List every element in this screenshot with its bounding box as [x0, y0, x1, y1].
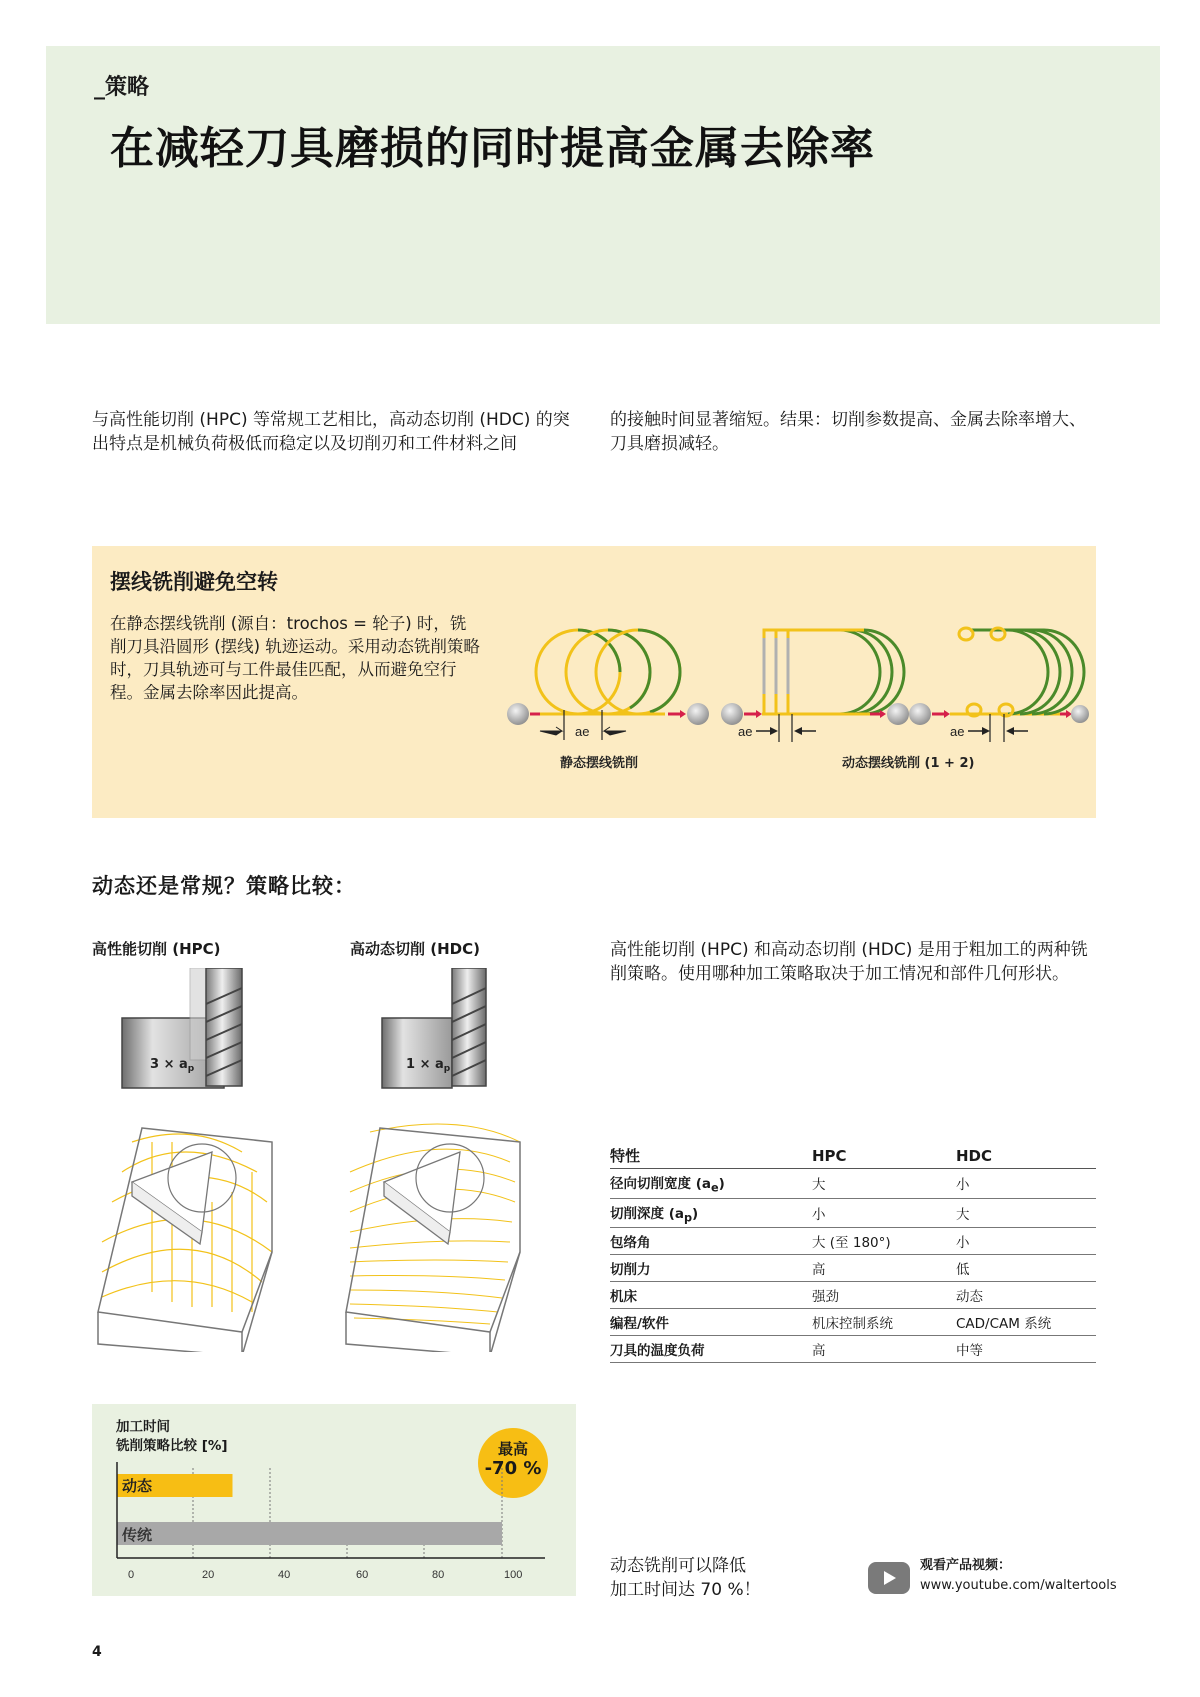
svg-text:ae: ae [950, 724, 965, 739]
chart-title: 加工时间 铣削策略比较 [%] [116, 1419, 228, 1454]
time-reduction-note: 动态铣削可以降低 加工时间达 70 %！ [610, 1556, 761, 1600]
section-kicker: _策略 [94, 75, 150, 100]
svg-text:20: 20 [202, 1569, 215, 1581]
svg-text:100: 100 [504, 1569, 523, 1581]
table-header-row [610, 1142, 1096, 1169]
cutter-icon [909, 703, 931, 725]
comparison-table [610, 1142, 1096, 1363]
cutter-icon [1071, 705, 1089, 723]
reduction-badge: 最高 -70 % [478, 1428, 548, 1498]
table-row: 包络角 大 (至 180°) 小 [610, 1228, 1096, 1255]
comparison-description: 高性能切削 (HPC) 和高动态切削 (HDC) 是用于粗加工的两种铣削策略。使用哪种加工策略取决于加工情况和部件几何形状。 [610, 940, 1088, 984]
intro-text-right: 的接触时间显著缩短。结果：切削参数提高、金属去除率增大、刀具磨损减轻。 [610, 410, 1086, 454]
hpc-label: 高性能切削 (HPC) [92, 940, 221, 958]
cutter-icon [687, 703, 709, 725]
table-row: 切削力 高 低 [610, 1255, 1096, 1282]
table-row: 编程/软件 机床控制系统 CAD/CAM 系统 [610, 1309, 1096, 1336]
panel-title: 摆线铣削避免空转 [110, 570, 278, 594]
hdc-tool-illustration [380, 968, 520, 1090]
youtube-play-icon[interactable] [868, 1562, 910, 1594]
hero-banner [46, 46, 1160, 324]
video-link[interactable]: 观看产品视频： www.youtube.com/waltertools [920, 1558, 1117, 1593]
svg-text:40: 40 [278, 1569, 291, 1581]
cutter-icon [507, 703, 529, 725]
svg-text:80: 80 [432, 1569, 445, 1581]
hpc-tool-illustration [120, 968, 260, 1090]
page-title: 在减轻刀具磨损的同时提高金属去除率 [110, 123, 875, 174]
page-number: 4 [92, 1644, 102, 1660]
panel-body: 在静态摆线铣削 (源自：trochos = 轮子) 时，铣削刀具沿圆形 (摆线) 轨迹运动。采用动态铣削策略时，刀具轨迹可与工件最佳匹配，从而避免空行程。金属去除率因此提高。 [110, 614, 480, 702]
table-header: HPC [812, 1142, 956, 1169]
comparison-heading: 动态还是常规？策略比较： [92, 874, 356, 898]
hpc-toolpath-illustration [92, 1112, 292, 1352]
svg-text:ae: ae [738, 724, 753, 739]
svg-text:ae: ae [575, 724, 590, 739]
svg-text:60: 60 [356, 1569, 369, 1581]
hdc-toolpath-illustration [340, 1112, 540, 1352]
cutter-icon [887, 703, 909, 725]
trochoidal-diagram [500, 610, 1090, 790]
table-header: HDC [956, 1142, 1096, 1169]
caption-static: 静态摆线铣削 [560, 756, 639, 771]
cutter-icon [721, 703, 743, 725]
svg-text:动态: 动态 [122, 1477, 153, 1495]
bar-chart [100, 1458, 560, 1584]
table-row: 刀具的温度负荷 高 中等 [610, 1336, 1096, 1363]
svg-text:0: 0 [128, 1569, 135, 1581]
svg-text:1 × ap: $1 \times a_p$ [406, 1057, 451, 1074]
table-row: 机床 强劲 动态 [610, 1282, 1096, 1309]
bar-conventional [117, 1522, 502, 1545]
svg-text:3 × ap: $3 \times a_p$ [150, 1057, 195, 1074]
table-row: 径向切削宽度 $(a_e)$ 大 小 [610, 1169, 1096, 1199]
static-trochoid-figure [536, 630, 680, 714]
svg-text:传统: 传统 [122, 1526, 153, 1544]
intro-text-left: 与高性能切削 (HPC) 等常规工艺相比，高动态切削 (HDC) 的突出特点是机械负荷极低而稳定以及切削刃和工件材料之间 [92, 410, 570, 454]
table-row: 切削深度 $(a_p)$ 小 大 [610, 1198, 1096, 1228]
table-header: 特性 [610, 1142, 812, 1169]
caption-dynamic: 动态摆线铣削 (1 + 2) [842, 756, 975, 771]
hdc-label: 高动态切削 (HDC) [350, 940, 480, 958]
